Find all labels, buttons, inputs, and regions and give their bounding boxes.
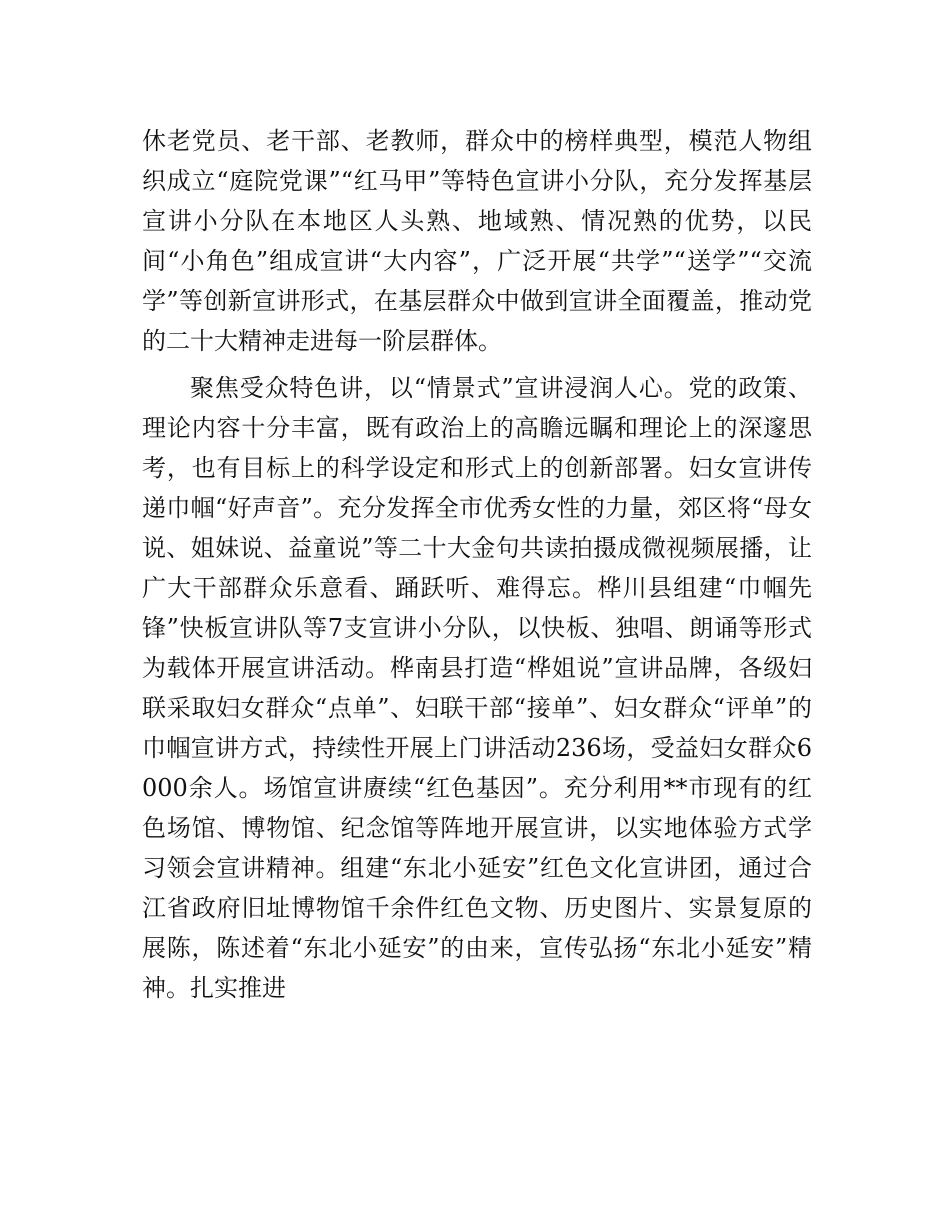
paragraph-focus-audience: 聚焦受众特色讲，以“情景式”宣讲浸润人心。党的政策、理论内容十分丰富，既有政治上的高瞻远瞩和理论上的深邃思考，也有目标上的科学设定和形式上的创新部署。妇女宣讲传递巾帼“好声音”。充分发挥全市优秀女性的力量，郊区将“母女说、姐妹说、益童说”等二十大金句共读拍摄成微视频展播，让广大干部群众乐意看、踊跃听、难得忘。桦川县组建“巾帼先锋”快板宣讲队等7支宣讲小分队，以快板、独唱、朗诵等形式为载体开展宣讲活动。桦南县打造“桦姐说”宣讲品牌，各级妇联采取妇女群众“点单”、妇联干部“接单”、妇女群众“评单”的巾帼宣讲方式，持续性开展上门讲活动236场，受益妇女群众6000余人。场馆宣讲赓续“红色基因”。充分利用**市现有的红色场馆、博物馆、纪念馆等阵地开展宣讲，以实地体验方式学习领会宣讲精神。组建“东北小延安”红色文化宣讲团，通过合江省政府旧址博物馆千余件红色文物、历史图片、实景复原的展陈，陈述着“东北小延安”的由来，宣传弘扬“东北小延安”精神。扎实推进: [142, 374, 812, 1002]
paragraph-continued: 休老党员、老干部、老教师，群众中的榜样典型，模范人物组织成立“庭院党课”“红马甲”等特色宣讲小分队，充分发挥基层宣讲小分队在本地区人头熟、地域熟、情况熟的优势，以民间“小角色”组成宣讲“大内容”，广泛开展“共学”“送学”“交流学”等创新宣讲形式，在基层群众中做到宣讲全面覆盖，推动党的二十大精神走进每一阶层群体。: [142, 127, 812, 355]
document-body: [142, 121, 812, 1008]
